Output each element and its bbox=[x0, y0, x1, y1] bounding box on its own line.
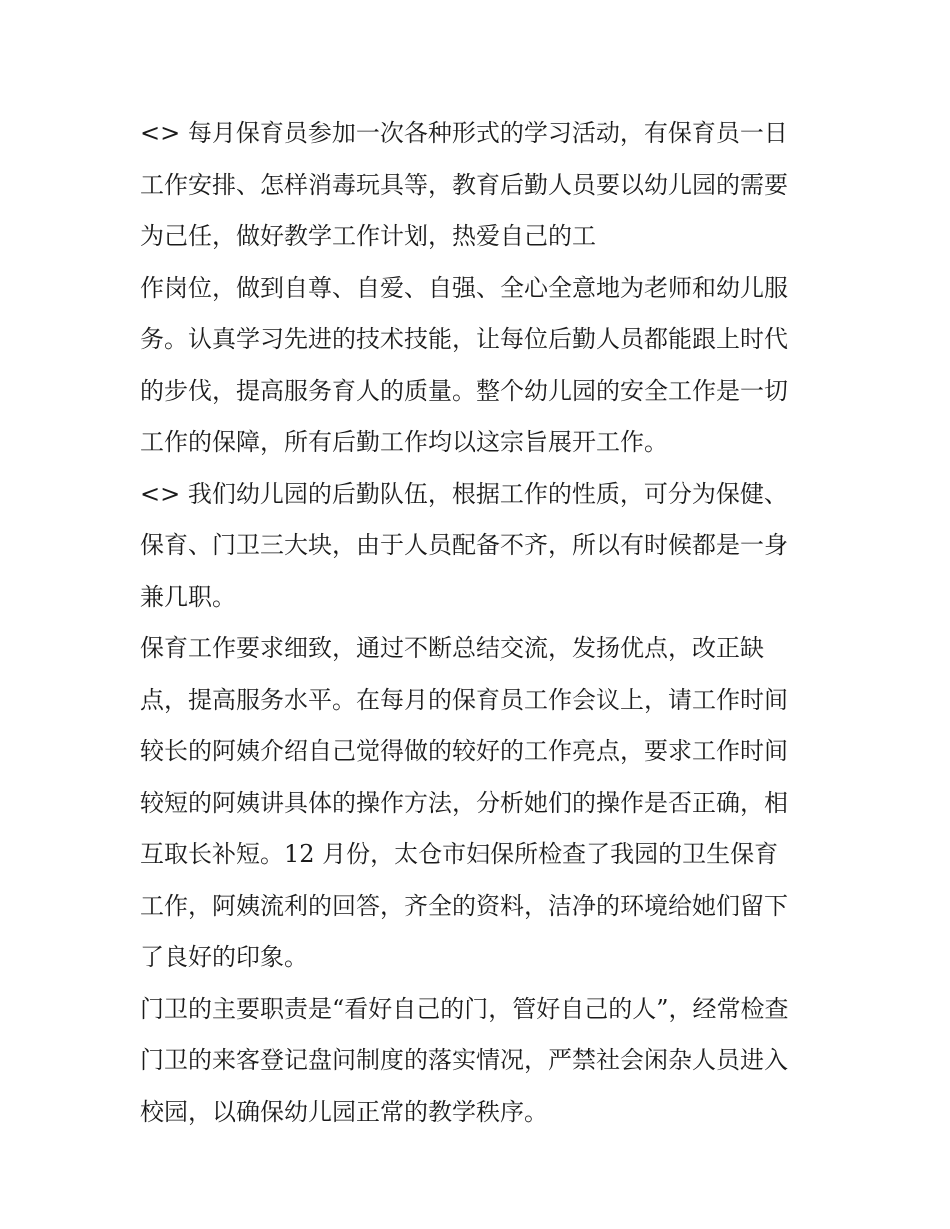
text-line: 保育、门卫三大块，由于人员配备不齐，所以有时候都是一身 bbox=[140, 531, 788, 559]
text-line: 门卫的来客登记盘问制度的落实情况，严禁社会闲杂人员进入 bbox=[140, 1046, 788, 1074]
text-line: 工作安排、怎样消毒玩具等，教育后勤人员要以幼儿园的需要 bbox=[140, 170, 788, 199]
text-line: 互取长补短。12 月份，太仓市妇保所检查了我园的卫生保育 bbox=[140, 840, 779, 868]
text-line: 务。认真学习先进的技术技能，让每位后勤人员都能跟上时代 bbox=[140, 325, 788, 353]
text-line: 校园，以确保幼儿园正常的教学秩序。 bbox=[140, 1097, 548, 1126]
text-line: 较短的阿姨讲具体的操作方法，分析她们的操作是否正确，相 bbox=[140, 788, 788, 817]
text-line: 较长的阿姨介绍自己觉得做的较好的工作亮点，要求工作时间 bbox=[140, 737, 788, 765]
text-line: 为己任，做好教学工作计划，热爱自己的工 bbox=[140, 222, 596, 250]
text-line: 兼几职。 bbox=[140, 582, 236, 611]
text-line: 保育工作要求细致，通过不断总结交流，发扬优点，改正缺 bbox=[140, 634, 764, 662]
text-line: 了良好的印象。 bbox=[140, 943, 308, 971]
text-line: <> 每月保育员参加一次各种形式的学习活动，有保育员一日 bbox=[140, 119, 788, 147]
text-line: 工作的保障，所有后勤工作均以这宗旨展开工作。 bbox=[140, 428, 668, 456]
text-line: 作岗位，做到自尊、自爱、自强、全心全意地为老师和幼儿服 bbox=[140, 273, 788, 302]
document-body bbox=[140, 108, 820, 1138]
text-line: 的步伐，提高服务育人的质量。整个幼儿园的安全工作是一切 bbox=[140, 376, 788, 405]
text-line: <> 我们幼儿园的后勤队伍，根据工作的性质，可分为保健、 bbox=[140, 479, 788, 508]
text-line: 点，提高服务水平。在每月的保育员工作会议上，请工作时间 bbox=[140, 685, 788, 714]
text-line: 工作，阿姨流利的回答，齐全的资料，洁净的环境给她们留下 bbox=[140, 891, 788, 920]
text-line: 门卫的主要职责是“看好自己的门，管好自己的人”，经常检查 bbox=[140, 994, 789, 1023]
